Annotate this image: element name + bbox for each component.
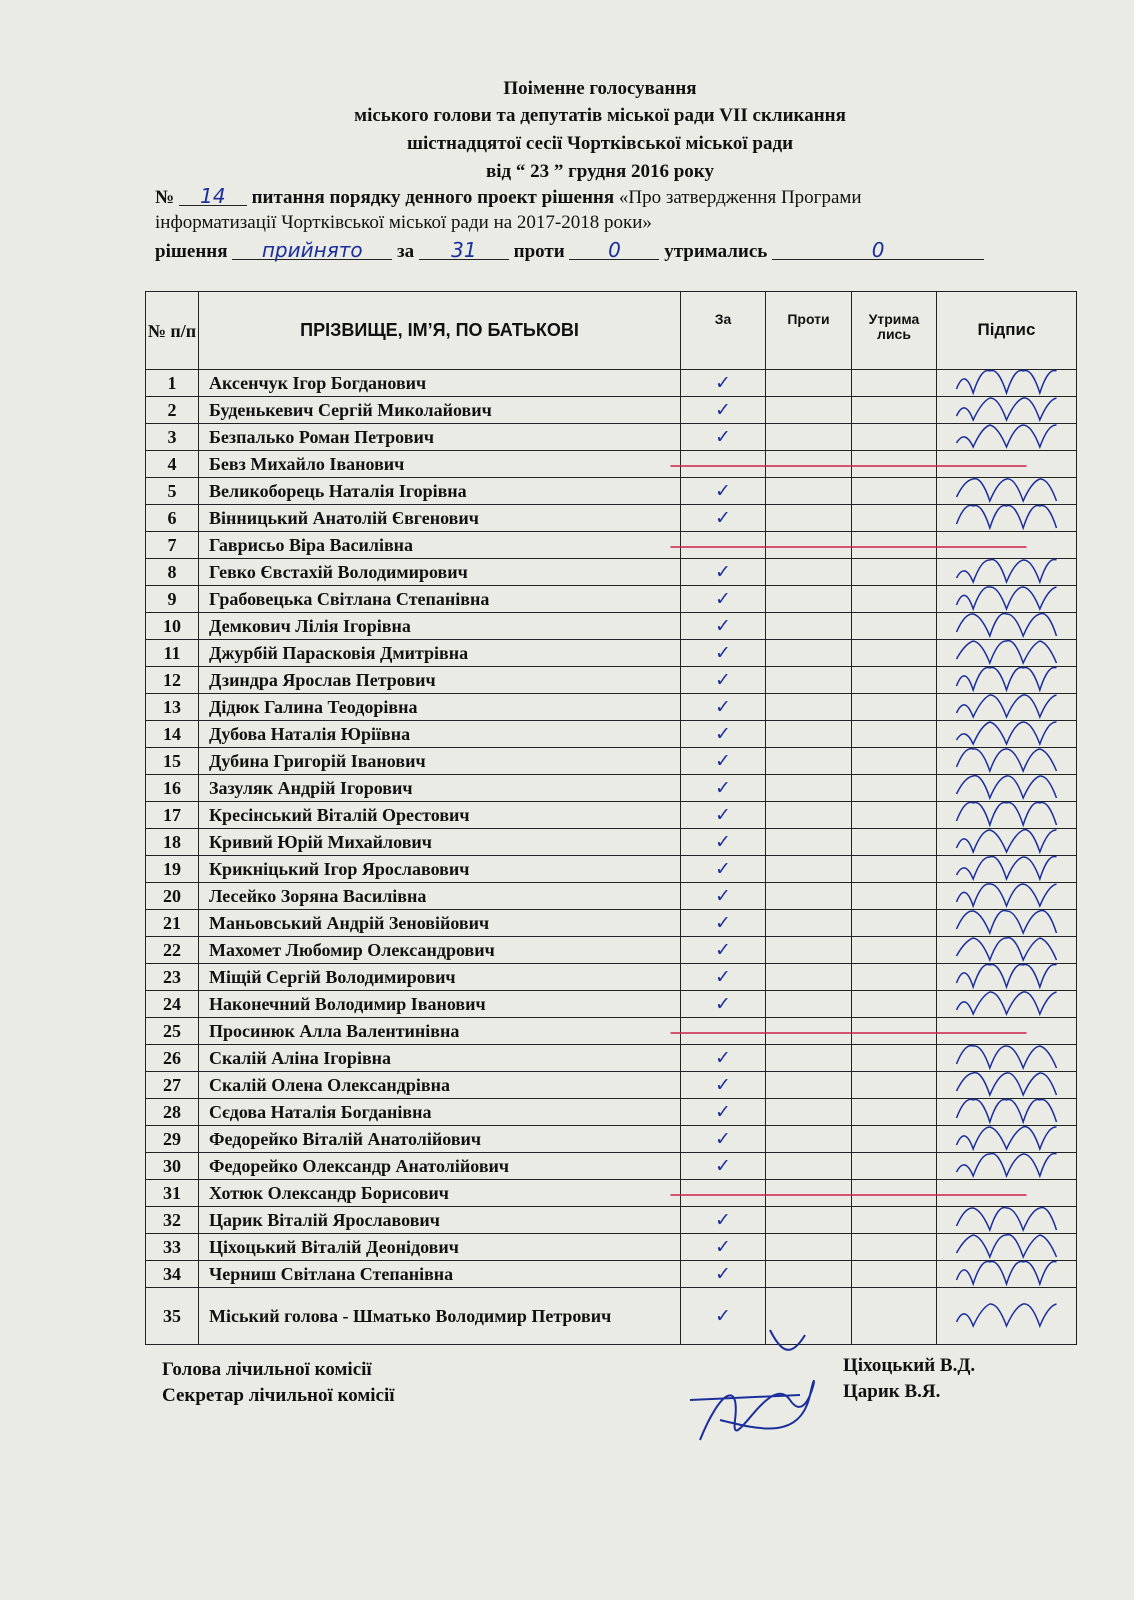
row-number: 25 xyxy=(146,1018,199,1045)
row-vote-for: ✓ xyxy=(681,1072,766,1099)
secretary-label: Секретар лічильної комісії xyxy=(162,1385,395,1406)
row-name: Крикніцький Ігор Ярославович xyxy=(199,856,681,883)
row-vote-for: ✓ xyxy=(681,370,766,397)
signature-scribble xyxy=(957,1235,1057,1257)
signature-scribble xyxy=(957,1127,1057,1149)
commission-signature-scribble xyxy=(690,1330,814,1440)
row-number: 14 xyxy=(146,721,199,748)
row-name: Сєдова Наталія Богданівна xyxy=(199,1099,681,1126)
row-name: Дідюк Галина Теодорівна xyxy=(199,694,681,721)
row-name: Грабовецька Світлана Степанівна xyxy=(199,586,681,613)
row-number: 6 xyxy=(146,505,199,532)
row-number: 33 xyxy=(146,1234,199,1261)
row-vote-for: ✓ xyxy=(681,802,766,829)
row-name: Міський голова - Шматько Володимир Петрович xyxy=(199,1288,681,1345)
row-number: 30 xyxy=(146,1153,199,1180)
for-label: за xyxy=(397,241,415,262)
row-number: 17 xyxy=(146,802,199,829)
row-number: 28 xyxy=(146,1099,199,1126)
row-vote-for: ✓ xyxy=(681,748,766,775)
against-label: проти xyxy=(513,241,565,262)
row-vote-for: ✓ xyxy=(681,1099,766,1126)
row-number: 16 xyxy=(146,775,199,802)
for-value: 31 xyxy=(419,241,509,260)
row-vote-for: ✓ xyxy=(681,829,766,856)
signature-scribble xyxy=(957,749,1057,771)
signature-scribble xyxy=(957,613,1057,636)
row-number: 27 xyxy=(146,1072,199,1099)
against-value: 0 xyxy=(569,241,659,260)
row-name: Федорейко Олександр Анатолійович xyxy=(199,1153,681,1180)
signature-scribble xyxy=(957,559,1057,582)
row-number: 9 xyxy=(146,586,199,613)
title-line-4: від “ 23 ” грудня 2016 року xyxy=(486,161,714,182)
row-number: 15 xyxy=(146,748,199,775)
signature-scribble xyxy=(957,1153,1057,1176)
row-name: Дзиндра Ярослав Петрович xyxy=(199,667,681,694)
row-name: Аксенчук Ігор Богданович xyxy=(199,370,681,397)
row-name: Дубова Наталія Юріївна xyxy=(199,721,681,748)
item-text-regular: «Про затвердження Програми xyxy=(618,187,862,208)
row-vote-for: ✓ xyxy=(681,640,766,667)
abstained-value: 0 xyxy=(772,241,984,260)
row-name: Царик Віталій Ярославович xyxy=(199,1207,681,1234)
row-vote-for: ✓ xyxy=(681,1153,766,1180)
row-vote-for: ✓ xyxy=(681,586,766,613)
row-number: 11 xyxy=(146,640,199,667)
row-name: Просинюк Алла Валентинівна xyxy=(199,1018,681,1045)
row-name: Хотюк Олександр Борисович xyxy=(199,1180,681,1207)
row-vote-for: ✓ xyxy=(681,694,766,721)
row-vote-for: ✓ xyxy=(681,1126,766,1153)
row-name: Бевз Михайло Іванович xyxy=(199,451,681,478)
row-number: 18 xyxy=(146,829,199,856)
title-line-3: шістнадцятої сесії Чортківської міської ради xyxy=(406,133,794,154)
title-line-1: Поіменне голосування xyxy=(503,78,697,99)
decision-value: прийнято xyxy=(232,241,392,260)
row-number: 8 xyxy=(146,559,199,586)
row-name: Скалій Аліна Ігорівна xyxy=(199,1045,681,1072)
signature-scribble xyxy=(957,1099,1057,1122)
row-vote-for: ✓ xyxy=(681,667,766,694)
row-name: Міщій Сергій Володимирович xyxy=(199,964,681,991)
row-vote-for: ✓ xyxy=(681,397,766,424)
row-number: 4 xyxy=(146,451,199,478)
abstained-label: утримались xyxy=(664,241,768,262)
row-vote-for: ✓ xyxy=(681,937,766,964)
signature-scribble xyxy=(957,505,1057,528)
signature-scribble xyxy=(957,776,1057,798)
row-vote-for: ✓ xyxy=(681,721,766,748)
row-name: Зазуляк Андрій Ігорович xyxy=(199,775,681,802)
row-vote-for: ✓ xyxy=(681,1234,766,1261)
signature-scribble xyxy=(957,479,1057,501)
col-header-signature: Підпис xyxy=(937,292,1077,370)
row-vote-for: ✓ xyxy=(681,424,766,451)
row-name: Черниш Світлана Степанівна xyxy=(199,1261,681,1288)
row-name: Джурбій Парасковія Дмитрівна xyxy=(199,640,681,667)
signature-scribble xyxy=(957,1046,1057,1068)
col-header-for: За xyxy=(681,292,766,370)
row-name: Лесейко Зоряна Василівна xyxy=(199,883,681,910)
row-name: Ціхоцький Віталій Деонідович xyxy=(199,1234,681,1261)
item-number: 14 xyxy=(179,187,247,206)
row-name: Скалій Олена Олександрівна xyxy=(199,1072,681,1099)
row-name: Дубина Григорій Іванович xyxy=(199,748,681,775)
signature-scribble xyxy=(957,398,1057,420)
row-vote-for: ✓ xyxy=(681,1207,766,1234)
signature-scribble xyxy=(957,587,1057,609)
row-number: 31 xyxy=(146,1180,199,1207)
row-number: 3 xyxy=(146,424,199,451)
signature-scribble xyxy=(957,992,1057,1014)
row-number: 22 xyxy=(146,937,199,964)
agenda-item-line-2: інформатизації Чортківської міської ради на 2017-2018 роки» xyxy=(155,212,652,233)
row-vote-for: ✓ xyxy=(681,856,766,883)
row-vote-for: ✓ xyxy=(681,1261,766,1288)
row-number: 26 xyxy=(146,1045,199,1072)
row-number: 5 xyxy=(146,478,199,505)
row-name: Вінницький Анатолій Євгенович xyxy=(199,505,681,532)
row-number: 10 xyxy=(146,613,199,640)
row-vote-for: ✓ xyxy=(681,1288,766,1345)
row-name: Буденькевич Сергій Миколайович xyxy=(199,397,681,424)
row-vote-for: ✓ xyxy=(681,910,766,937)
row-number: 13 xyxy=(146,694,199,721)
row-number: 20 xyxy=(146,883,199,910)
secretary-name: Царик В.Я. xyxy=(843,1381,941,1402)
decision-label: рішення xyxy=(155,241,228,262)
row-name: Кривий Юрій Михайлович xyxy=(199,829,681,856)
col-header-against: Проти xyxy=(766,292,852,370)
signature-scribble xyxy=(957,1207,1057,1230)
signature-scribble xyxy=(957,884,1057,906)
signature-scribble xyxy=(957,641,1057,663)
row-name: Наконечний Володимир Іванович xyxy=(199,991,681,1018)
row-vote-for: ✓ xyxy=(681,478,766,505)
row-number: 12 xyxy=(146,667,199,694)
signature-scribble xyxy=(957,964,1057,987)
signature-scribble xyxy=(957,370,1057,393)
row-name: Кресінський Віталій Орестович xyxy=(199,802,681,829)
row-number: 19 xyxy=(146,856,199,883)
row-vote-for: ✓ xyxy=(681,775,766,802)
row-number: 32 xyxy=(146,1207,199,1234)
row-vote-for: ✓ xyxy=(681,1045,766,1072)
row-vote-for: ✓ xyxy=(681,505,766,532)
item-text-bold: питання порядку денного проект рішення xyxy=(251,187,615,208)
col-header-abstained: Утрима лись xyxy=(852,292,937,370)
signature-scribble xyxy=(957,830,1057,852)
row-number: 24 xyxy=(146,991,199,1018)
row-number: 34 xyxy=(146,1261,199,1288)
item-prefix: № xyxy=(155,187,175,208)
signature-scribble xyxy=(957,425,1057,447)
chair-name: Ціхоцький В.Д. xyxy=(843,1355,976,1376)
row-name: Безпалько Роман Петрович xyxy=(199,424,681,451)
signature-scribble xyxy=(957,722,1057,744)
row-name: Гевко Євстахій Володимирович xyxy=(199,559,681,586)
row-vote-for: ✓ xyxy=(681,964,766,991)
signature-scribble xyxy=(957,1073,1057,1095)
row-name: Махомет Любомир Олександрович xyxy=(199,937,681,964)
signature-scribble xyxy=(957,856,1057,879)
row-number: 7 xyxy=(146,532,199,559)
signature-scribble xyxy=(957,667,1057,690)
row-vote-for: ✓ xyxy=(681,991,766,1018)
chair-label: Голова лічильної комісії xyxy=(162,1359,372,1380)
row-name: Федорейко Віталій Анатолійович xyxy=(199,1126,681,1153)
signature-scribble xyxy=(957,938,1057,960)
col-header-number: № п/п xyxy=(146,292,199,370)
row-number: 21 xyxy=(146,910,199,937)
row-number: 2 xyxy=(146,397,199,424)
row-vote-for: ✓ xyxy=(681,613,766,640)
signature-scribble xyxy=(957,1261,1057,1284)
row-vote-for: ✓ xyxy=(681,559,766,586)
row-name: Маньовський Андрій Зеновійович xyxy=(199,910,681,937)
row-number: 29 xyxy=(146,1126,199,1153)
title-line-2: міського голови та депутатів міської ради VІІ скликання xyxy=(354,105,846,126)
signature-scribble xyxy=(957,695,1057,717)
row-number: 1 xyxy=(146,370,199,397)
col-header-name: ПРІЗВИЩЕ, ІМ’Я, ПО БАТЬКОВІ xyxy=(199,292,681,370)
signature-scribble xyxy=(957,802,1057,825)
row-name: Гаврисьо Віра Василівна xyxy=(199,532,681,559)
row-name: Демкович Лілія Ігорівна xyxy=(199,613,681,640)
row-number: 35 xyxy=(146,1288,199,1345)
row-name: Великоборець Наталія Ігорівна xyxy=(199,478,681,505)
signature-scribble xyxy=(957,1304,1057,1326)
row-number: 23 xyxy=(146,964,199,991)
row-vote-for: ✓ xyxy=(681,883,766,910)
signature-scribble xyxy=(957,910,1057,933)
